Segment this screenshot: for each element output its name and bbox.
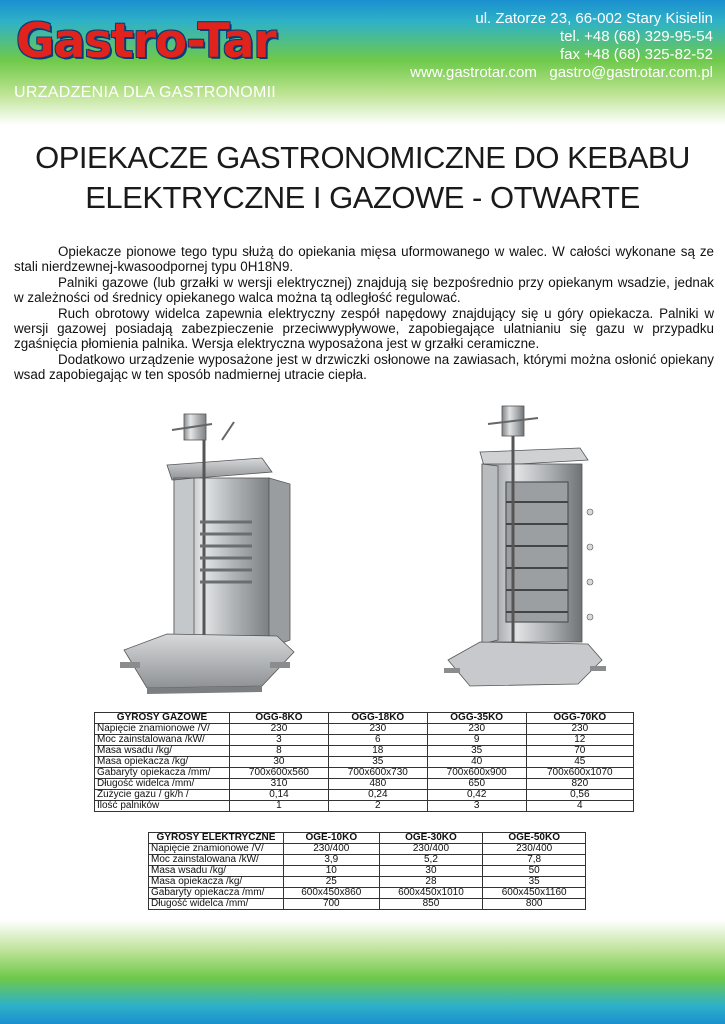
paragraph: Ruch obrotowy widelca zapewnia elektryczny zespół napędowy znajdujący się u góry opiekacza. Palniki w wersji gazowej posiadają zabezpieczenie przeciwwypływowe, zapobiegające ulatnianiu się gazu w przypadku zgaśnięcia płomienia palnika. Wersja elektryczna wyposażona jest w grzałki ceramiczne. xyxy=(14,305,714,352)
table-cell: 6 xyxy=(328,735,427,746)
table-cell: 850 xyxy=(379,899,483,910)
table-cell: Napięcie znamionowe /V/ xyxy=(149,844,284,855)
table-cell: 700x600x730 xyxy=(328,768,427,779)
table-cell: Gabaryty opiekacza /mm/ xyxy=(95,768,230,779)
table-row xyxy=(95,724,634,735)
title-line-1: OPIEKACZE GASTRONOMICZNE DO KEBABU xyxy=(35,140,690,175)
table-cell: 0,24 xyxy=(328,790,427,801)
table-row xyxy=(95,790,634,801)
table-cell: 480 xyxy=(328,779,427,790)
table-cell: 1 xyxy=(230,801,329,812)
table-cell: 600x450x1010 xyxy=(379,888,483,899)
table-cell: 0,14 xyxy=(230,790,329,801)
table-row xyxy=(149,899,586,910)
table-row xyxy=(95,801,634,812)
table-header-cell: OGE-10KO xyxy=(284,833,380,844)
table-cell: 600x450x860 xyxy=(284,888,380,899)
table-row xyxy=(149,855,586,866)
table-row xyxy=(149,888,586,899)
table-cell: 700 xyxy=(284,899,380,910)
web-email: www.gastrotar.com gastro@gastrotar.com.pl xyxy=(410,64,713,81)
company-tagline: URZADZENIA DLA GASTRONOMII xyxy=(14,84,277,101)
table-cell: Napięcie znamionowe /V/ xyxy=(95,724,230,735)
contact-info xyxy=(410,10,713,82)
paragraph: Dodatkowo urządzenie wyposażone jest w drzwiczki osłonowe na zawiasach, którymi można osłonić opiekany wsad zapobiegając w ten sposób nadmiernej utracie ciepła. xyxy=(14,351,714,383)
table-cell: 310 xyxy=(230,779,329,790)
table-cell: 12 xyxy=(526,735,633,746)
table-cell: 700x600x1070 xyxy=(526,768,633,779)
paragraph: Opiekacze pionowe tego typu służą do opiekania mięsa uformowanego w walec. W całości wykonane są ze stali nierdzewnej-kwasoodpornej typu 0H18N9. xyxy=(14,244,714,275)
table-cell: 4 xyxy=(526,801,633,812)
table-cell: Zużycie gazu / gk/h / xyxy=(95,790,230,801)
gas-gyro-table xyxy=(94,712,634,812)
table-header-cell: GYROSY GAZOWE xyxy=(95,713,230,724)
table-header-cell: GYROSY ELEKTRYCZNE xyxy=(149,833,284,844)
table-cell: Gabaryty opiekacza /mm/ xyxy=(149,888,284,899)
paragraph: Palniki gazowe (lub grzałki w wersji elektrycznej) znajdują się bezpośrednio przy opiekanym wsadzie, jednak w zależności od średnicy opiekanego walca można tą odległość regulować. xyxy=(14,274,714,306)
table-header-cell: OGE-50KO xyxy=(483,833,586,844)
electric-gyro-image xyxy=(440,402,610,692)
table-cell: 230 xyxy=(230,724,329,735)
table-cell: Moc zainstalowana /kW/ xyxy=(149,855,284,866)
table-cell: 35 xyxy=(427,746,526,757)
table-cell: Długość widelca /mm/ xyxy=(95,779,230,790)
table-cell: 9 xyxy=(427,735,526,746)
table-cell: 10 xyxy=(284,866,380,877)
table-header-cell: OGG-8KO xyxy=(230,713,329,724)
table-cell: 45 xyxy=(526,757,633,768)
table-cell: 800 xyxy=(483,899,586,910)
table-cell: Masa opiekacza /kg/ xyxy=(95,757,230,768)
table-header-row xyxy=(95,713,634,724)
table-cell: 230 xyxy=(427,724,526,735)
table-cell: Masa opiekacza /kg/ xyxy=(149,877,284,888)
address: ul. Zatorze 23, 66-002 Stary Kisielin xyxy=(475,10,713,27)
table-cell: 70 xyxy=(526,746,633,757)
table-cell: Moc zainstalowana /kW/ xyxy=(95,735,230,746)
table-cell: Ilość palników xyxy=(95,801,230,812)
table-cell: 35 xyxy=(328,757,427,768)
table-cell: 25 xyxy=(284,877,380,888)
table-row xyxy=(95,757,634,768)
table-cell: 35 xyxy=(483,877,586,888)
table-cell: 230/400 xyxy=(379,844,483,855)
table-cell: 3 xyxy=(427,801,526,812)
table-cell: 5,2 xyxy=(379,855,483,866)
table-cell: 600x450x1160 xyxy=(483,888,586,899)
table-cell: 30 xyxy=(230,757,329,768)
table-cell: 0,56 xyxy=(526,790,633,801)
fax: fax +48 (68) 325-82-52 xyxy=(559,46,713,63)
table-cell: 230 xyxy=(328,724,427,735)
table-header-cell: OGE-30KO xyxy=(379,833,483,844)
table-cell: 3,9 xyxy=(284,855,380,866)
table-cell: 230/400 xyxy=(483,844,586,855)
table-row xyxy=(149,877,586,888)
table-cell: 2 xyxy=(328,801,427,812)
table-cell: 230/400 xyxy=(284,844,380,855)
table-cell: 650 xyxy=(427,779,526,790)
table-cell: 50 xyxy=(483,866,586,877)
table-cell: 8 xyxy=(230,746,329,757)
electric-gyro-table xyxy=(148,832,586,910)
table-cell: 30 xyxy=(379,866,483,877)
table-row xyxy=(149,866,586,877)
gas-gyro-image xyxy=(112,410,297,700)
table-cell: 820 xyxy=(526,779,633,790)
table-cell: Masa wsadu /kg/ xyxy=(95,746,230,757)
table-cell: 40 xyxy=(427,757,526,768)
table-row xyxy=(95,746,634,757)
table-row xyxy=(95,735,634,746)
header-banner xyxy=(0,0,725,125)
phone: tel. +48 (68) 329-95-54 xyxy=(559,28,713,45)
table-row xyxy=(95,779,634,790)
table-row xyxy=(149,844,586,855)
page-title xyxy=(0,138,725,218)
table-cell: 700x600x900 xyxy=(427,768,526,779)
table-header-row xyxy=(149,833,586,844)
description xyxy=(14,244,714,383)
table-cell: 7,8 xyxy=(483,855,586,866)
table-cell: 230 xyxy=(526,724,633,735)
table-cell: 18 xyxy=(328,746,427,757)
table-header-cell: OGG-35KO xyxy=(427,713,526,724)
table-cell: 700x600x560 xyxy=(230,768,329,779)
table-cell: Długość widelca /mm/ xyxy=(149,899,284,910)
footer-banner xyxy=(0,920,725,1024)
table-cell: 28 xyxy=(379,877,483,888)
table-cell: 0,42 xyxy=(427,790,526,801)
table-cell: Masa wsadu /kg/ xyxy=(149,866,284,877)
table-cell: 3 xyxy=(230,735,329,746)
company-logo: Gastro-Tar xyxy=(16,14,276,69)
title-line-2: ELEKTRYCZNE I GAZOWE - OTWARTE xyxy=(85,180,640,215)
table-header-cell: OGG-18KO xyxy=(328,713,427,724)
table-row xyxy=(95,768,634,779)
table-header-cell: OGG-70KO xyxy=(526,713,633,724)
